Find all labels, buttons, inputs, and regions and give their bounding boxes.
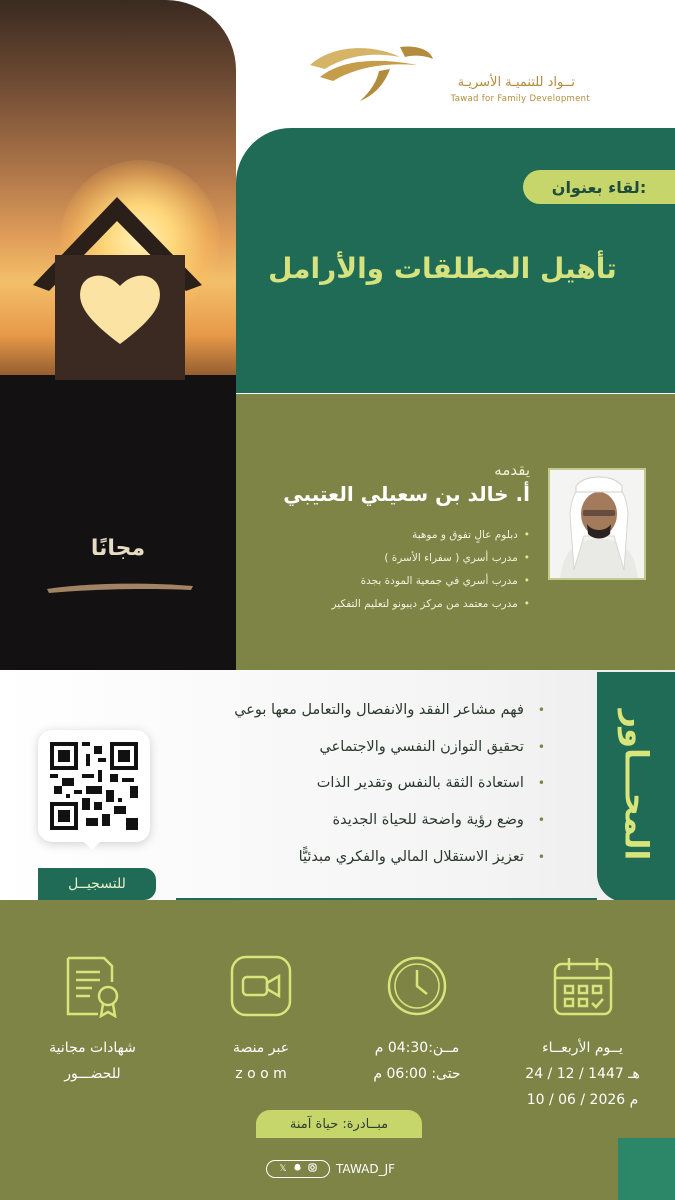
certificate-icon	[60, 954, 124, 1018]
date-day: يــوم الأربعــاء	[542, 1040, 623, 1056]
credential-item: مدرب معتمد من مركز ديبونو لتعليم التفكير •	[230, 598, 530, 610]
time-start: مــن:04:30 م	[374, 1040, 460, 1056]
certificate-info	[30, 1035, 155, 1087]
social-handle[interactable]: TAWAD_JF	[336, 1162, 396, 1176]
topic-item: تحقيق التوازن النفسي والاجتماعي •	[125, 739, 545, 755]
topics-heading-text: المحـــاور	[617, 709, 656, 861]
snapchat-icon[interactable]	[293, 1163, 302, 1175]
topic-item: استعادة الثقة بالنفس وتقدير الذات •	[125, 775, 545, 791]
time-info	[352, 1035, 482, 1087]
certificate-label: شهادات مجانية	[49, 1040, 136, 1056]
dark-ground	[0, 375, 236, 670]
presenter-label: يقدمه	[494, 461, 530, 479]
corner-tab	[618, 1138, 675, 1200]
brand-name-arabic: تــواد للتنميـة الأسريـة	[457, 75, 575, 90]
brand-name-english: Tawad for Family Development	[450, 94, 590, 104]
event-title: تأهيل المطلقات والأرامل	[268, 252, 617, 285]
date-gregorian: 10 / 06 / 2026 م	[526, 1092, 639, 1108]
calendar-icon	[551, 954, 615, 1018]
register-button[interactable]: للتسجيــل	[38, 868, 156, 900]
platform-info	[200, 1035, 322, 1087]
video-camera-icon	[229, 954, 293, 1018]
topic-item: فهم مشاعر الفقد والانفصال والتعامل معها بوعي •	[125, 702, 545, 718]
brush-stroke	[45, 580, 195, 594]
credential-item: دبلوم عالٍ تفوق و موهبة •	[230, 529, 530, 541]
platform-label: عبر منصة	[232, 1040, 290, 1056]
initiative-badge: مبــادرة: حياة آمنة	[256, 1110, 422, 1138]
heart-icon	[75, 268, 165, 348]
qr-pointer	[82, 840, 102, 850]
topics-heading	[597, 700, 675, 870]
free-label: مجانًا	[90, 536, 146, 561]
topic-item: وضع رؤية واضحة للحياة الجديدة •	[125, 812, 545, 828]
hero-photo	[0, 0, 236, 670]
social-icons[interactable]	[266, 1160, 330, 1178]
platform-name: z o o m	[235, 1066, 287, 1082]
certificate-audience: للحضـــور	[64, 1066, 121, 1082]
credential-item: مدرب أسري ( سفراء الأسرة ) •	[230, 552, 530, 564]
presenter-avatar	[548, 468, 646, 580]
instagram-icon[interactable]	[308, 1163, 317, 1175]
presenter-name: أ. خالد بن سعيلي العتيبي	[283, 482, 530, 506]
clock-icon	[385, 954, 449, 1018]
topic-item: تعزيز الاستقلال المالي والفكري مبدئيًّا •	[125, 849, 545, 865]
credential-item: مدرب أسري في جمعية المودة بجدة •	[230, 575, 530, 587]
title-tag: لقاء بعنوان:	[523, 170, 675, 204]
qr-code-icon[interactable]	[50, 742, 138, 830]
date-info	[515, 1035, 650, 1113]
x-icon[interactable]: 𝕏	[279, 1164, 287, 1174]
date-hijri: 24 / 12 / 1447 هـ	[525, 1066, 640, 1082]
time-end: حتى: 06:00 م	[373, 1066, 461, 1082]
